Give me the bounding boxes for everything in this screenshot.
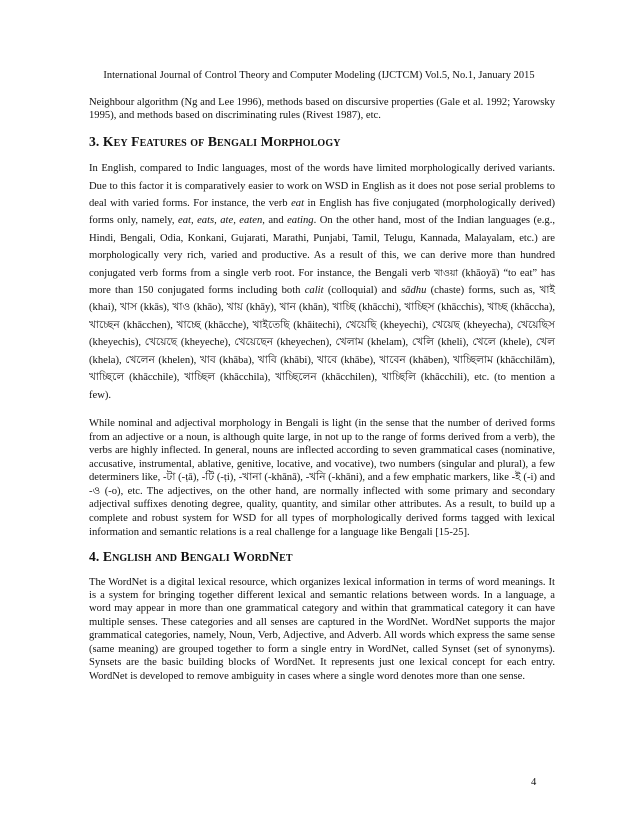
- section-4-heading: [89, 550, 555, 563]
- section-4-title: English and Bengali WordNet: [102, 549, 293, 565]
- term-eating: eating: [287, 215, 314, 227]
- term-sadhu: sādhu: [401, 285, 427, 297]
- section-3-title: Key Features of Bengali Morphology: [102, 133, 341, 149]
- text-run: (khāoyā) “to eat” has more than 150 conjugated forms including both: [89, 267, 556, 297]
- section-4-number: 4.: [89, 549, 103, 565]
- text-run: (colloquial) and: [323, 285, 402, 297]
- text-run: . On the other hand, most of the Indian languages (e.g., Hindi, Bengali, Odia, Konkani, Gujarati, Marathi, Punjabi, Tamil, Telugu, Kannada, Malayalam, etc.) are morphologically very rich, varied and productive. As a result of this, we can derive more than hundred conjugated verb forms from a single verb root. For instance, the Bengali verb: [89, 215, 555, 279]
- text-run: (chaste) forms, such as,: [426, 285, 540, 297]
- text-run: In English, compared to Indic languages, most of the words have limited morphologically derived variants. Due to this factor it is comparatively easier to work on WSD in English as it does not pose serial problems to deal with varied forms. For instance, the verb: [89, 163, 555, 210]
- term-eat: eat: [291, 198, 305, 210]
- body-text: [89, 96, 555, 694]
- section-4-paragraph-1: The WordNet is a digital lexical resource, which organizes lexical information in terms of word meanings. It is a system for bringing together different lexical and semantic relations between words. In a language, a word may appear in more than one grammatical category and within that grammatical category it can have multiple senses. These categories and all senses are captured in the WordNet. WordNet supports the major grammatical categories, namely, Noun, Verb, Adjective, and Adverb. All words which express the same sense (same meaning) are grouped together to form a single entry in WordNet, called Synset (set of synonyms). Synsets are the basic building blocks of WordNet. It represents just one lexical concept for each entry. WordNet is developed to remove ambiguity in cases where a single word denotes more than one sense.: [89, 576, 555, 682]
- page-number: 4: [531, 777, 537, 788]
- section-3-number: 3.: [89, 133, 103, 149]
- intro-paragraph: Neighbour algorithm (Ng and Lee 1996), methods based on discursive properties (Gale et al. 1992; Yarowsky 1995), and methods based on discriminating rules (Rivest 1987), etc.: [89, 97, 555, 122]
- running-header: International Journal of Control Theory and Computer Modeling (IJCTCM) Vol.5, No.1, January 2015: [103, 70, 535, 81]
- term-forms: eat, eats, ate, eaten,: [178, 215, 265, 227]
- section-3-heading: [89, 135, 555, 148]
- section-3-paragraph-2: While nominal and adjectival morphology in Bengali is light (in the sense that the number of derived forms from an adjective or a noun, is although quite large, in not up to the range of forms derived from a verb), the verbs are highly inflected. In general, nouns are inflected according to seven grammatical cases (nominative, accusative, instrumental, ablative, genitive, locative, and vocative), two numbers (singular and plural), a few determiners like, -টা (-ṭā), -টি (-ṭi), -খানা (-khānā), -খনি (-khāni), and a few emphatic markers, like -ই (-i) and -ও (-o), etc. The adjectives, on the other hand, are normally inflected with some primary and secondary adjectival suffixes denoting degree, quality, quantity, and similar other attributes. As a result, to build up a complete and robust system for WSD for all types of morphologically derived forms tagged with lexical information and semantic relations is a real challenge for a language like Bengali [15-25].: [89, 417, 555, 538]
- bengali-verb: খাওয়া: [434, 267, 459, 279]
- text-run: in English has five conjugated (morphologically derived) forms only, namely,: [89, 198, 555, 227]
- bengali-forms-list: খাই (khai), খাস (kkās), খাও (khāo), খায় (khāy), খান (khān), খাচ্ছি (khācchi), খাচ্ছিস (khācchis), খাচ্ছ (khāccha), খাচ্ছেন (khācchen), খাচ্ছে (khācche), খাইতেছি (khāitechi), খেয়েছি (kheyechi), খেয়েছ (kheyecha), খেয়েছিস (kheyechis), খেয়েছে (kheyeche), খেয়েছেন (kheyechen), খেলাম (khelam), খেলি (kheli), খেলে (khele), খেল (khela), খেলেন (khelen), খাব (khāba), খাবি (khābi), খাবে (khābe), খাবেন (khāben), খাচ্ছিলাম (khācchilām), খাচ্ছিলে (khācchile), খাচ্ছিল (khācchila), খাচ্ছিলেন (khācchilen), খাচ্ছিলি (khācchili), etc. (to mention a few).: [89, 285, 555, 401]
- section-3-paragraph-1: [89, 160, 555, 404]
- text-run: and: [264, 215, 288, 227]
- term-calit: calit: [304, 285, 324, 297]
